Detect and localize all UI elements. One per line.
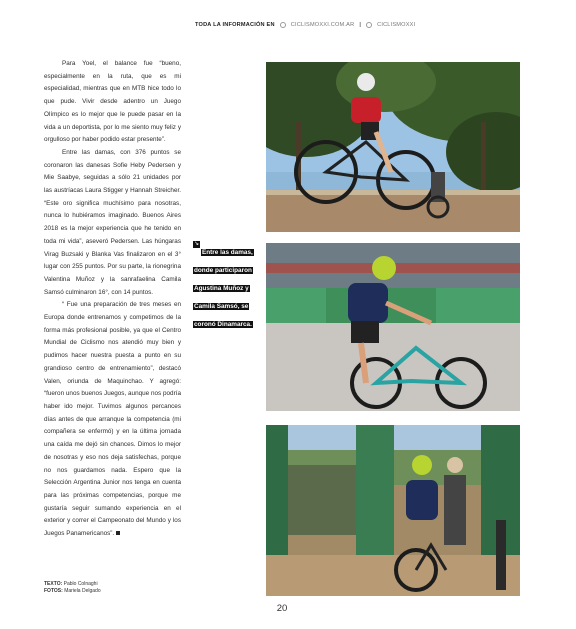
caption-line: coronó Dinamarca. (194, 321, 252, 328)
caption-line: Camila Samsó, se (194, 303, 249, 310)
caption-line: Entre las damas, (202, 249, 253, 256)
header-handle: CICLISMOXXI (377, 22, 416, 28)
caption-line: Agustina Muñoz y (194, 285, 249, 292)
globe-icon (280, 22, 286, 28)
header-label: TODA LA INFORMACIÓN EN (195, 22, 275, 28)
credits (44, 581, 101, 594)
photo-rider-navy-jersey (266, 243, 520, 411)
header-site: CICLISMOXXI.COM.AR (290, 22, 355, 28)
header-separator: | (359, 22, 362, 28)
end-mark-icon (116, 531, 120, 535)
photo-credit (44, 588, 101, 595)
page-number: 20 (276, 603, 288, 614)
photo-credit-label: FOTOS: (44, 587, 63, 594)
photo-credit-value: Mariela Delgado (64, 587, 101, 594)
article-paragraph (44, 299, 181, 540)
photo-rider-red-jersey (266, 62, 520, 232)
photo-caption (193, 241, 261, 331)
photo-riders-arch (266, 425, 520, 596)
article-body (44, 58, 181, 541)
article-paragraph: Entre las damas, con 376 puntos se coronaron las danesas Sofie Heby Pedersen y Mie Saabye, seguidas a sólo 21 unidades por las austríacas Laura Stigger y Hannah Streicher. “Este oro significa muchísimo para nosotras, nunca lo hubiéramos imaginado. Buenos Aires 2018 es la mejor experiencia que he tenido en toda mi vida”, aseveró Pedersen. Las húngaras Virag Buzsaki y Blanka Vas finalizaron en el 3° lugar con 255 puntos. Por su parte, la rionegrina Valentina Muñoz y la sanrafaelina Camila Samsó culminaron 16°, con 14 puntos. (44, 148, 181, 296)
instagram-icon (366, 22, 372, 28)
text-credit-value: Pablo Colnaghi (63, 581, 98, 587)
text-credit-label: TEXTO: (44, 581, 63, 587)
article-paragraph-text: “ Fue una preparación de tres meses en Europa donde entrenamos y competimos de la forma más profesional posible, ya que el Centro Mundial de Ciclismo nos atendió muy bien y pudimos hacer nuestra puesta a punto en su grandioso centro de entrenamiento”, destacó Valen, oriunda de Maquinchao. Y agregó: “fueron unos buenos Juegos, aunque nos podría haber ido mejor. Tuvimos algunos percances días antes de que arranque la competencia (mi compañera se enfermó) y en la última jornada una caída me dejó sin chances. Dimos lo mejor de nosotras y eso nos deja satisfechas, porque no nos guardamos nada. Espero que la Selección Argentina Junior nos tenga en cuenta para las próximas competencias, porque me gustaría seguir sumando experiencia en el exterior y correr el Campeonato del Mundo y los Juegos Panamericanos”. (44, 301, 181, 538)
article-paragraph: Para Yoel, el balance fue “bueno, especialmente en la ruta, que es mi especialidad, mientras que en MTB hice todo lo que pude. Vivir desde adentro un Juego Olímpico es lo mejor que le puede pasar en la vida a un deportista, por lo me siento muy feliz y orgulloso por haber podido estar presente”. (44, 60, 181, 144)
arrow-down-right-icon: ↘ (193, 241, 200, 247)
page-header (195, 20, 455, 30)
caption-line: donde participaron (194, 267, 252, 274)
